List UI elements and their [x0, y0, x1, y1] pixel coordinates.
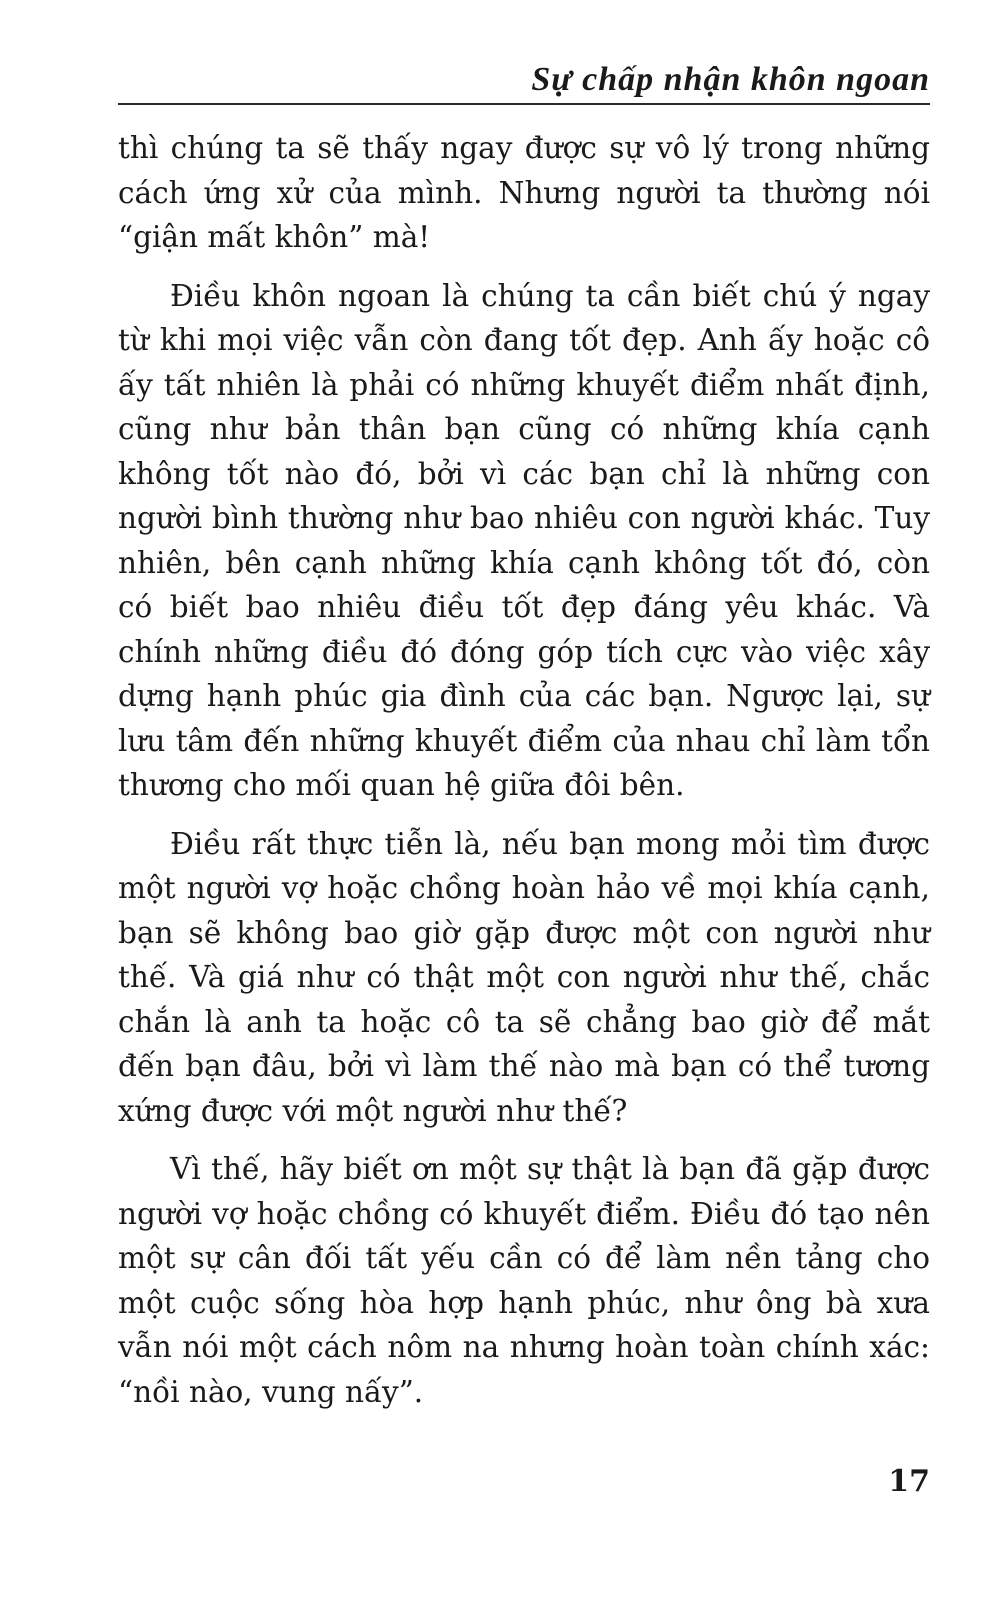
header-divider — [118, 103, 930, 105]
paragraph-continuation: thì chúng ta sẽ thấy ngay được sự vô lý trong những cách ứng xử của mình. Nhưng người ta thường nói “giận mất khôn” mà! — [118, 131, 930, 254]
paragraph: Điều khôn ngoan là chúng ta cần biết chú ý ngay từ khi mọi việc vẫn còn đang tốt đẹp. Anh ấy hoặc cô ấy tất nhiên là phải có những khuyết điểm nhất định, cũng như bản thân bạn cũng có những khía cạnh không tốt nào đó, bởi vì các bạn chỉ là những con người bình thường như bao nhiêu con người khác. Tuy nhiên, bên cạnh những khía cạnh không tốt đó, còn có biết bao nhiêu điều tốt đẹp đáng yêu khác. Và chính những điều đó đóng góp tích cực vào việc xây dựng hạnh phúc gia đình của các bạn. Ngược lại, sự lưu tâm đến những khuyết điểm của nhau chỉ làm tổn thương cho mối quan hệ giữa đôi bên. — [118, 278, 930, 802]
page-number: 17 — [888, 1464, 930, 1499]
page-body — [118, 126, 930, 1428]
paragraph: Vì thế, hãy biết ơn một sự thật là bạn đã gặp được người vợ hoặc chồng có khuyết điểm. Điều đó tạo nên một sự cân đối tất yếu cần có để làm nền tảng cho một cuộc sống hòa hợp hạnh phúc, như ông bà xưa vẫn nói một cách nôm na nhưng hoàn toàn chính xác: “nồi nào, vung nấy”. — [118, 1152, 930, 1409]
paragraph: Điều rất thực tiễn là, nếu bạn mong mỏi tìm được một người vợ hoặc chồng hoàn hảo về mọi khía cạnh, bạn sẽ không bao giờ gặp được một con người như thế. Và giá như có thật một con người như thế, chắc chắn là anh ta hoặc cô ta sẽ chẳng bao giờ để mắt đến bạn đâu, bởi vì làm thế nào mà bạn có thể tương xứng được với một người như thế? — [118, 826, 930, 1128]
running-header-title: Sự chấp nhận khôn ngoan — [531, 61, 930, 98]
